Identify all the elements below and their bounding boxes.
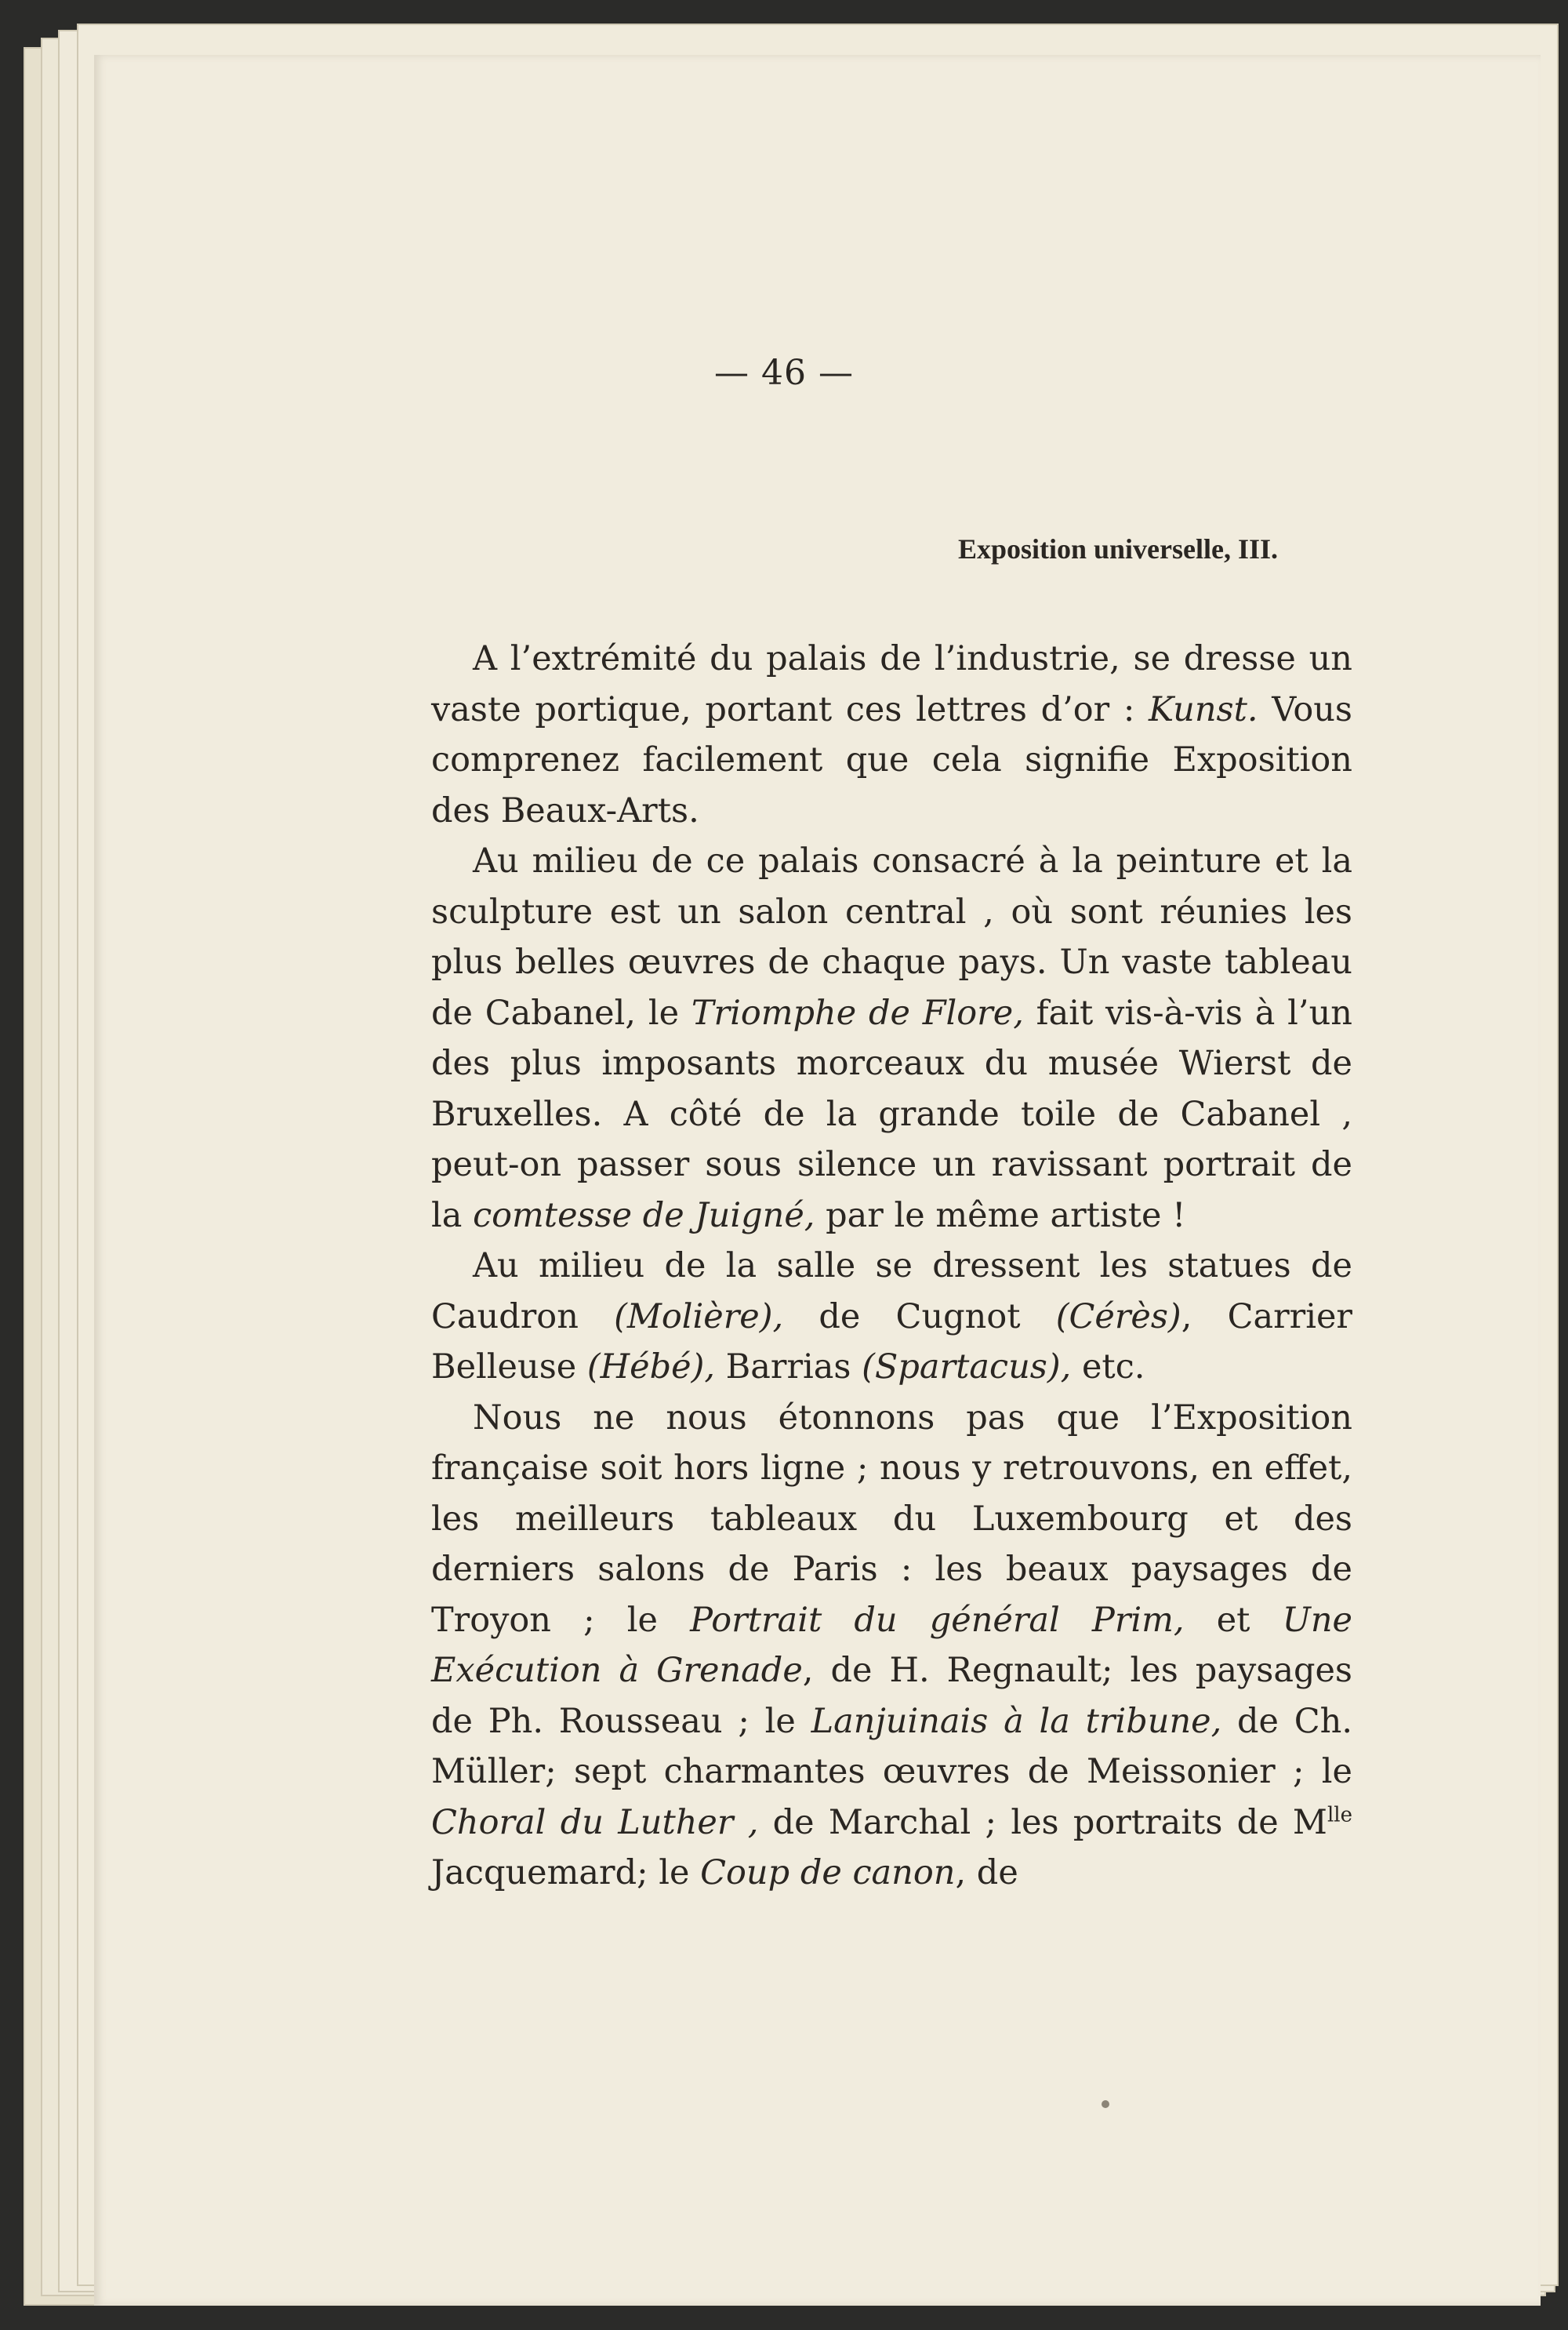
text-run: Jacquemard; le	[431, 1853, 701, 1892]
italic-title: Choral du Luther ,	[431, 1802, 759, 1842]
text-run: fait vis-à-vis à l’un des plus imposants morceaux du musée Wierst de Bruxelles. A côté de la grande toile de Cabanel , peut-on passer sous silence un ravissant portrait de la	[431, 993, 1352, 1235]
italic-title: Triomphe de Flore,	[691, 993, 1024, 1033]
text-run: Nous ne nous étonnons pas que l’Exposition française soit hors ligne ; nous y retrouvons, en effet, les meilleurs tableaux du Luxembourg et des derniers salons de Paris : les beaux paysages de Troyon ; le	[431, 1398, 1352, 1640]
italic-title: Kunst.	[1148, 689, 1258, 729]
text-run: de Cugnot	[783, 1296, 1056, 1336]
ink-speck	[1102, 2100, 1109, 2108]
page-number: — 46 —	[714, 353, 854, 393]
running-head: Exposition universelle, III.	[957, 533, 1278, 565]
text-run: et	[1184, 1600, 1283, 1640]
italic-title: (Spartacus),	[862, 1347, 1072, 1387]
paragraph	[431, 1393, 1352, 1899]
text-run: par le même artiste !	[815, 1195, 1186, 1235]
italic-title: Coup de canon	[700, 1853, 956, 1892]
text-run: Barrias	[715, 1347, 862, 1387]
paragraph	[431, 836, 1352, 1241]
italic-title: Portrait du général Prim,	[690, 1600, 1185, 1640]
text-run: , de H. Regnault; les paysages de Ph. Rousseau ; le	[431, 1651, 1353, 1741]
text-run: de Marchal ; les portraits de M	[758, 1802, 1327, 1842]
italic-title: (Cérès)	[1055, 1296, 1181, 1336]
body-text	[431, 634, 1352, 1899]
italic-title: (Hébé),	[586, 1347, 716, 1387]
italic-title: comtesse de Juigné,	[473, 1195, 815, 1235]
text-run: Vous comprenez facilement que cela signifie Exposition des Beaux-Arts.	[431, 689, 1352, 831]
text-run: Au milieu de la salle se dressent les statues de Caudron	[431, 1246, 1352, 1336]
paragraph	[431, 634, 1352, 836]
text-run: Au milieu de ce palais consacré à la peinture et la sculpture est un salon central , où sont réunies les plus belles œuvres de chaque pays. Un vaste tableau de Cabanel, le	[431, 841, 1352, 1033]
superscript: lle	[1327, 1803, 1352, 1827]
text-run: , de	[955, 1853, 1018, 1892]
italic-title: Une Exécution à Grenade	[431, 1600, 1352, 1690]
italic-title: (Molière),	[614, 1296, 784, 1336]
italic-title: Lanjuinais à la tribune,	[811, 1701, 1222, 1741]
text-run: A l’extrémité du palais de l’industrie, se dresse un vaste portique, portant ces lettres d’or :	[431, 639, 1352, 729]
text-run: de Ch. Müller; sept charmantes œuvres de Meissonier ; le	[431, 1701, 1352, 1791]
text-run: etc.	[1071, 1347, 1145, 1387]
paragraph	[431, 1241, 1352, 1393]
text-run: , Carrier Belleuse	[431, 1296, 1352, 1387]
